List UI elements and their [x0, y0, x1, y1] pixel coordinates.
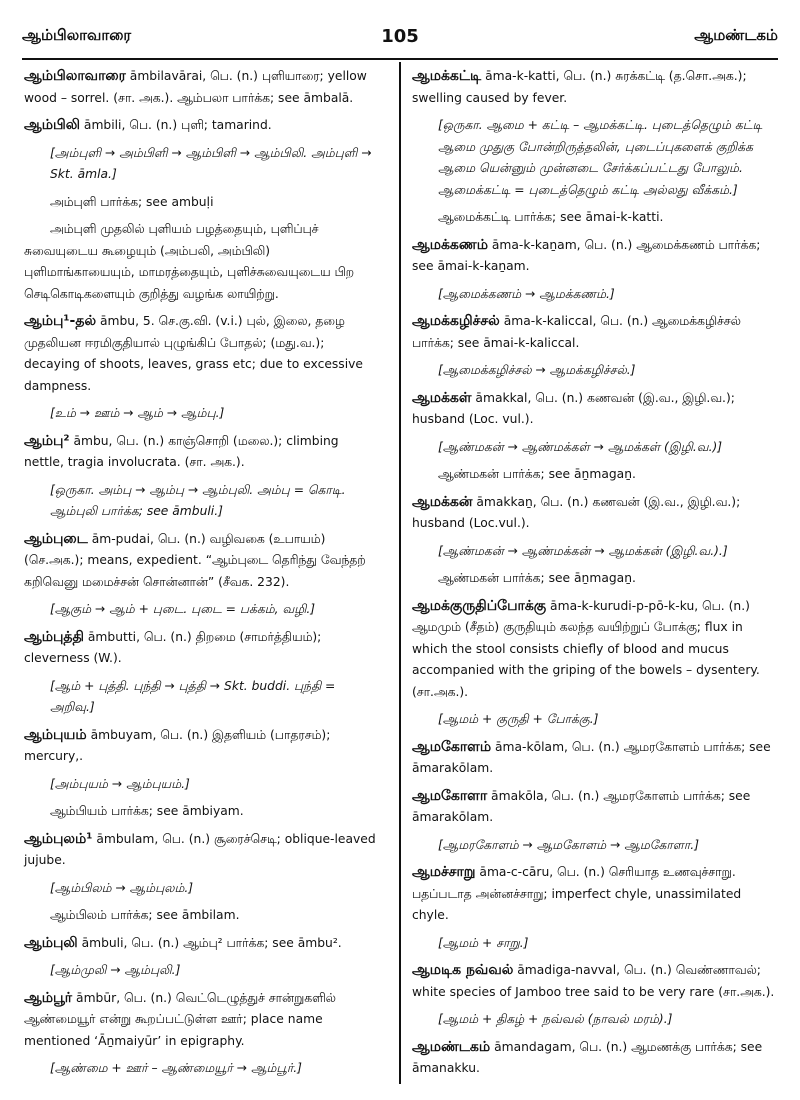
dictionary-entry — [412, 960, 776, 1003]
etymology-note: [அம்புளி → அம்பிளி → ஆம்பிளி → ஆம்பிலி. அம்புளி → Skt. āmla.] — [50, 145, 372, 181]
etymology-note: [உம் → ஊம் → ஆம் → ஆம்பு.] — [50, 406, 225, 420]
dictionary-entry — [24, 627, 380, 670]
entry-headword: ஆமக்கழிச்சல் — [412, 313, 500, 329]
entry-headword: ஆம்பிலி — [24, 117, 80, 133]
dictionary-entry — [24, 725, 380, 768]
entry-headword: ஆம்பு¹-தல் — [24, 313, 97, 329]
dictionary-entry — [412, 311, 776, 354]
dictionary-entry — [24, 988, 380, 1053]
etymology-note: [ஆமைக்கணம் → ஆமக்கணம்.] — [438, 286, 615, 301]
dictionary-entry — [412, 862, 776, 927]
right-column — [412, 66, 776, 1086]
entry-definition: āmbuli, பெ. (n.) ஆம்பு² பார்க்க; see āmbu². — [77, 935, 342, 950]
dictionary-entry — [412, 596, 776, 704]
page-number: 105 — [381, 26, 419, 47]
entry-headword: ஆமக்கட்டி — [412, 68, 482, 84]
entry-definition: āmbuyam, பெ. (n.) இதளியம் (பாதரசம்); mercury,. — [24, 727, 331, 763]
cross-reference: ஆமைக்கட்டி பார்க்க; see āmai-k-katti. — [438, 210, 664, 224]
entry-headword: ஆம்புத்தி — [24, 628, 84, 645]
dictionary-entry — [24, 431, 380, 474]
etymology-note: [ஆமம் + திகழ் + நவ்வல் (நாவல் மரம்).] — [438, 1012, 673, 1026]
entry-headword: ஆமக்கணம் — [412, 236, 488, 253]
dictionary-entry — [412, 1037, 776, 1080]
entry-headword: ஆம்புடை — [24, 530, 88, 547]
etymology-note: [ஆண்மை + ஊர் – ஆண்மையூர் → ஆம்பூர்.] — [50, 1061, 302, 1075]
etymology-note: [ஒருகா. ஆமை + கட்டி – ஆமக்கட்டி. புடைத்தெழும் கட்டி ஆமை முதுகு போன்றிருத்தலின், புடைப்புகளைக் குறிக்க ஆமை யென்னும் முன்னடை சேர்க்கப்பட்டது போலும். ஆமைக்கட்டி = புடைத்தெழும் கட்டி அல்லது வீக்கம்.] — [438, 118, 763, 197]
etymology-note: [அம்புயம் → ஆம்புயம்.] — [50, 776, 190, 791]
dictionary-entry — [412, 492, 776, 535]
dictionary-entry — [24, 66, 380, 109]
cross-reference: ஆண்மகன் பார்க்க; see āṉmagaṉ. — [438, 467, 636, 481]
etymology-note: [ஆம் + புத்தி. புந்தி → புத்தி → Skt. buddi. புந்தி = அறிவு.] — [50, 678, 336, 714]
usage-note: அம்புளி முதலில் புளியம் பழத்தையும், புளிப்புச் சுவையுடைய கூழையும் (அம்பலி, அம்பிலி) புளிமாங்காயையும், மாமரத்தையும், புளிச்சுவையுடைய பிற செடிகொடிகளையும் குறித்து வழங்க லாயிற்று. — [24, 222, 355, 301]
entry-definition: āmbu, 5. செ.கு.வி. (v.i.) புல், இலை, தழை முதலியன ஈரமிகுதியால் புழுங்கிப் போதல்; (மது.வ.); decaying of shoots, leaves, grass etc; due to excessive dampness. — [24, 314, 363, 393]
entry-definition: āmbilavārai, பெ. (n.) புளியாரை; yellow wood – sorrel. (சா. அக.). ஆம்பலா பார்க்க; see āmbalā. — [24, 69, 367, 105]
etymology-note: [ஆமைக்கழிச்சல் → ஆமக்கழிச்சல்.] — [438, 363, 636, 377]
etymology-note: [ஆண்மகன் → ஆண்மக்கள் → ஆமக்கள் (இழி.வ.)] — [438, 439, 723, 454]
entry-definition: āma-k-kaliccal, பெ. (n.) ஆமைக்கழிச்சல் பார்க்க; see āmai-k-kaliccal. — [412, 314, 741, 350]
entry-definition: āmbu, பெ. (n.) காஞ்சொறி (மலை.); climbing nettle, tragia involucrata. (சா. அக.). — [24, 433, 339, 469]
entry-definition: āmbili, பெ. (n.) புளி; tamarind. — [80, 118, 272, 132]
dictionary-entry — [24, 311, 380, 397]
entry-definition: āmbulam, பெ. (n.) சூரைச்செடி; oblique-leaved jujube. — [24, 831, 376, 867]
entry-headword: ஆமடிக நவ்வல் — [412, 962, 514, 978]
entry-definition: āmbutti, பெ. (n.) திறமை (சாமர்த்தியம்); cleverness (W.). — [24, 629, 322, 665]
dictionary-entry — [412, 235, 776, 278]
etymology-note: [ஆம்முலி → ஆம்புலி.] — [50, 963, 181, 977]
header-rule — [22, 58, 778, 60]
entry-definition: āma-k-kurudi-p-pō-k-ku, பெ. (n.) ஆமமும் (சீதம்) குருதியும் கலந்த வயிற்றுப் போக்கு; flux in which the stool consists chiefly of blood and mucus accompanied with the griping of the bowels – dysentery. (சா.அக.). — [412, 598, 760, 699]
left-column — [24, 66, 380, 1086]
entry-definition: āmbūr, பெ. (n.) வெட்டெழுத்துச் சான்றுகளில் ஆண்மையூர் என்று கூறப்பட்டுள்ள ஊர்; place name mentioned ‘Āṉmaiyūr’ in epigraphy. — [24, 990, 336, 1048]
cross-reference: அம்புளி பார்க்க; see ambuḷi — [50, 194, 214, 209]
dictionary-entry — [24, 933, 380, 955]
entry-definition: āmakkaṉ, பெ. (n.) கணவன் (இ.வ., இழி.வ.); husband (Loc.vul.). — [412, 494, 741, 530]
cross-reference: ஆம்பியம் பார்க்க; see āmbiyam. — [50, 804, 244, 818]
guide-word-right: ஆமண்டகம் — [694, 26, 778, 44]
entry-definition: āmakkal, பெ. (n.) கணவன் (இ.வ., இழி.வ.); husband (Loc. vul.). — [412, 390, 735, 426]
entry-definition: āmandagam, பெ. (n.) ஆமணக்கு பார்க்க; see āmanakku. — [412, 1039, 763, 1075]
dictionary-entry — [412, 786, 776, 829]
entry-headword: ஆமண்டகம் — [412, 1038, 491, 1055]
etymology-note: [ஆண்மகன் → ஆண்மக்கன் → ஆமக்கன் (இழி.வ.).] — [438, 543, 728, 558]
entry-headword: ஆமக்கள் — [412, 389, 472, 406]
entry-headword: ஆம்பிலாவாரை — [24, 68, 126, 84]
etymology-note: [ஆம்பிலம் → ஆம்புலம்.] — [50, 880, 194, 895]
dictionary-entry — [24, 115, 380, 137]
etymology-note: [ஆமம் + சாறு.] — [438, 935, 529, 950]
etymology-note: [ஒருகா. அம்பு → ஆம்பு → ஆம்புலி. அம்பு = கொடி. ஆம்புலி பார்க்க; see āmbuli.] — [50, 482, 346, 518]
entry-definition: ām-pudai, பெ. (n.) வழிவகை (உபாயம்) (செ.அக.); means, expedient. “ஆம்புடை தெரிந்து வேந்தற் கறிவெனு மமைச்சன் சொன்னான்” (சீவக. 232). — [24, 531, 366, 589]
cross-reference: ஆண்மகன் பார்க்க; see āṉmagaṉ. — [438, 571, 636, 585]
dictionary-entry — [24, 529, 380, 594]
entry-definition: āmadiga-navval, பெ. (n.) வெண்ணாவல்; white species of Jamboo tree said to be very rare (சா.அக.). — [412, 963, 775, 999]
dictionary-entry — [412, 737, 776, 780]
entry-headword: ஆம்பூர் — [24, 989, 73, 1006]
entry-headword: ஆமக்குருதிப்போக்கு — [412, 597, 547, 614]
entry-definition: āmakōla, பெ. (n.) ஆமரகோளம் பார்க்க; see āmarakōlam. — [412, 788, 751, 824]
entry-headword: ஆமச்சாறு — [412, 864, 476, 880]
etymology-note: [ஆமரகோளம் → ஆமகோளம் → ஆமகோளா.] — [438, 837, 700, 852]
dictionary-entry — [412, 66, 776, 109]
entry-headword: ஆம்புயம் — [24, 726, 87, 743]
entry-headword: ஆமக்கன் — [412, 493, 473, 510]
dictionary-entry — [412, 388, 776, 431]
entry-headword: ஆம்புலம்¹ — [24, 830, 93, 847]
etymology-note: [ஆகும் → ஆம் + புடை. புடை = பக்கம், வழி.] — [50, 602, 316, 616]
cross-reference: ஆம்பிலம் பார்க்க; see āmbilam. — [50, 908, 240, 922]
guide-word-left: ஆம்பிலாவாரை — [22, 26, 132, 44]
entry-definition: āma-k-kaṉam, பெ. (n.) ஆமைக்கணம் பார்க்க; see āmai-k-kaṉam. — [412, 237, 761, 273]
entry-headword: ஆமகோளம் — [412, 738, 492, 755]
entry-definition: āma-k-katti, பெ. (n.) சுரக்கட்டி (த.சொ.அக.); swelling caused by fever. — [412, 69, 747, 105]
entry-headword: ஆம்பு² — [24, 432, 70, 449]
dictionary-entry — [24, 829, 380, 872]
column-divider — [399, 62, 401, 1084]
entry-definition: āma-kōlam, பெ. (n.) ஆமரகோளம் பார்க்க; see āmarakōlam. — [412, 739, 771, 775]
page-header — [22, 26, 778, 52]
entry-headword: ஆம்புலி — [24, 934, 78, 951]
etymology-note: [ஆமம் + குருதி + போக்கு.] — [438, 712, 599, 726]
entry-definition: āma-c-cāru, பெ. (n.) செரியாத உணவுச்சாறு. பதப்படாத அன்னச்சாறு; imperfect chyle, unassimilated chyle. — [412, 865, 742, 922]
entry-headword: ஆமகோளா — [412, 787, 488, 804]
